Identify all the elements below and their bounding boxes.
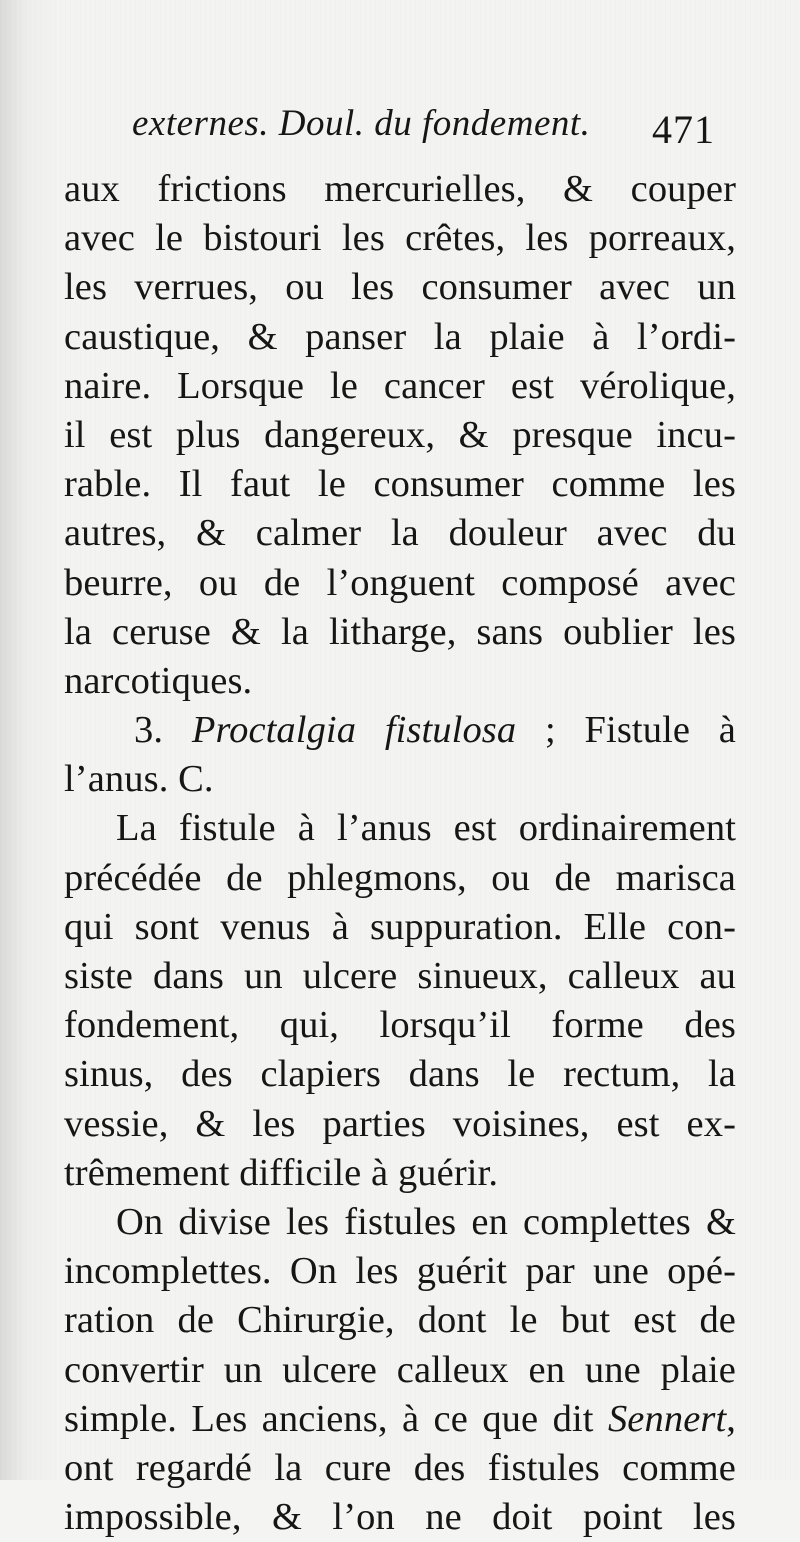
section-french-title: Fistule à — [584, 709, 736, 752]
text-line: il est plus dangereux, & presque incu- — [64, 413, 736, 456]
section-latin-title: Proctalgia fistulosa — [191, 709, 517, 752]
text-line: la ceruse & la litharge, sans oublier les — [64, 610, 736, 653]
section-heading — [64, 706, 736, 755]
text-line: vessie, & les parties voisines, est ex- — [64, 1102, 736, 1145]
text-line-with-author — [64, 1395, 736, 1444]
section-number: 3. — [134, 709, 164, 752]
text-line: ration de Chirurgie, dont le but est de — [64, 1299, 736, 1342]
text-line: les verrues, ou les consumer avec un — [64, 266, 736, 309]
paragraph-first-line: La fistule à l’anus est ordinairement — [116, 807, 736, 850]
text-line: avec le bistouri les crêtes, les porreaux, — [64, 217, 736, 260]
text-line: trêmement difficile à guérir. — [64, 1151, 499, 1194]
text-line: ont regardé la cure des fistules comme — [64, 1446, 736, 1489]
text-line: impossible, & l’on ne doit point les — [64, 1496, 736, 1539]
body-text — [64, 165, 736, 1542]
text-line: l’anus. C. — [64, 758, 214, 801]
paragraph-first-line: On divise les fistules en complettes & — [116, 1200, 736, 1243]
text-line: autres, & calmer la douleur avec du — [64, 512, 736, 555]
section-separator: ; — [516, 709, 585, 752]
text-line: précédée de phlegmons, ou de marisca — [64, 856, 736, 899]
running-head — [132, 102, 732, 158]
text-line: naire. Lorsque le cancer est vérolique, — [64, 364, 736, 407]
text-fragment: , — [726, 1397, 736, 1440]
text-line: siste dans un ulcere sinueux, calleux au — [64, 955, 736, 997]
text-line: narcotiques. — [64, 659, 253, 702]
page-number: 471 — [652, 107, 715, 152]
text-line: caustique, & panser la plaie à l’ordi- — [64, 315, 736, 358]
text-line: fondement, qui, lorsqu’il forme des — [64, 1004, 736, 1047]
running-title: externes. Doul. du fondement. — [132, 103, 591, 144]
text-line: incomplettes. On les guérit par une opé- — [64, 1250, 736, 1293]
text-line: sinus, des clapiers dans le rectum, la — [64, 1053, 736, 1096]
author-name: Sennert — [607, 1397, 727, 1440]
text-line: aux frictions mercurielles, & couper — [64, 168, 736, 210]
text-fragment: simple. Les anciens, à ce que dit — [64, 1397, 608, 1440]
text-line: beurre, ou de l’onguent composé avec — [64, 561, 736, 604]
text-line: rable. Il faut le consumer comme les — [64, 463, 736, 506]
text-line: convertir un ulcere calleux en une plaie — [64, 1348, 736, 1391]
text-line: qui sont venus à suppuration. Elle con- — [64, 905, 736, 948]
